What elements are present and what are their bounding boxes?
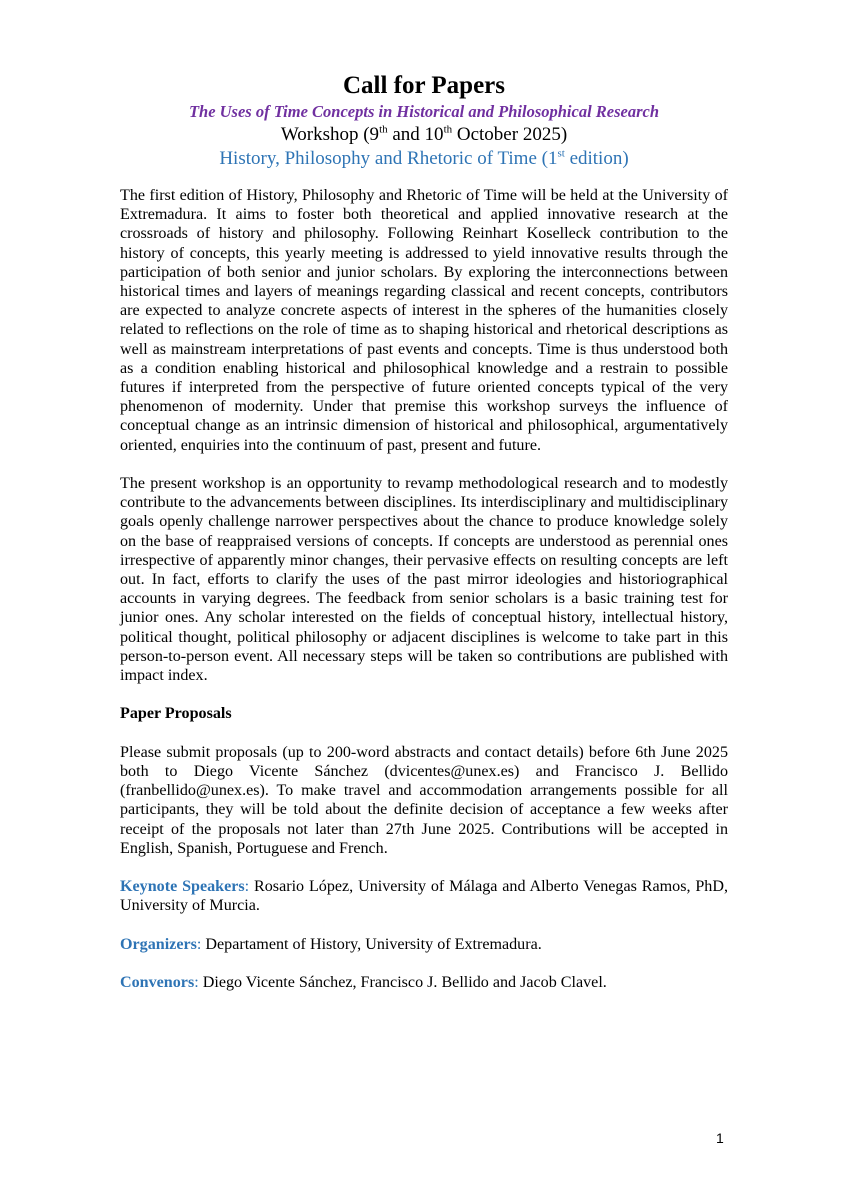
proposals-paragraph: Please submit proposals (up to 200-word abstracts and contact details) before 6th June 2025 both to Diego Vicente Sánchez (dvicentes@unex.es) and Francisco J. Bellido (franbellido@unex.es). To make travel and accommodation arrangements possible for all participants, they will be told about the definite decision of acceptance a few weeks after receipt of the proposals not later than 27th June 2025. Contributions will be accepted in English, Spanish, Portuguese and French. [120,743,728,857]
workshop-subtitle: The Uses of Time Concepts in Historical and Philosophical Research [188,102,660,121]
keynote-speakers [120,877,728,915]
label-colon: : [196,935,202,953]
paper-proposals-heading: Paper Proposals [120,705,232,723]
document-body [120,186,728,992]
convenors-text: Diego Vicente Sánchez, Francisco J. Bellido and Jacob Clavel. [198,974,607,992]
workshop-dates-suffix: October 2025) [452,124,568,145]
keynote-text: Rosario López, University of Málaga and Alberto Venegas Ramos, PhD, University of Murcia. [120,878,728,915]
keynote-label: Keynote Speakers [120,878,245,896]
document-header [0,71,848,171]
label-colon: : [244,878,250,896]
ordinal-suffix: st [557,147,565,160]
intro-paragraph: The first edition of History, Philosophy and Rhetoric of Time will be held at the University of Extremadura. It aims to foster both theoretical and applied innovative research at the crossroads of history and philosophy. Following Reinhart Koselleck contribution to the history of concepts, this yearly meeting is addressed to yield innovative results through the participation of both senior and junior scholars. By exploring the interconnections between historical times and layers of meanings regarding classical and recent concepts, contributors are expected to analyze concrete aspects of interest in the spheres of the humanities closely related to reflections on the role of time as to shaping historical and rhetorical descriptions as well as mainstream interpretations of past events and concepts. Time is thus understood both as a condition enabling historical and philosophical knowledge and a restrain to possible futures if interpreted from the perspective of future oriented concepts typical of the very phenomenon of modernity. Under that premise this workshop surveys the influence of conceptual change as an intrinsic dimension of historical and philosophical, argumentatively oriented, enquiries into the continuum of past, present and future. [120,187,728,454]
workshop-dates-prefix: Workshop (9 [280,124,380,145]
ordinal-suffix: th [443,123,453,136]
edition-prefix: History, Philosophy and Rhetoric of Time (1 [219,148,558,169]
edition-suffix: edition) [564,148,629,169]
convenors [120,973,728,992]
label-colon: : [194,974,199,992]
convenors-label: Convenors [120,974,195,992]
scope-paragraph: The present workshop is an opportunity to revamp methodological research and to modestly contribute to the advancements between disciplines. Its interdisciplinary and multidisciplinary goals openly challenge narrower perspectives about the chance to produce knowledge solely on the base of reappraised versions of concepts. If concepts are understood as perennial ones irrespective of apparently minor changes, their pervasive effects on resulting concepts are left out. In fact, efforts to clarify the uses of the past mirror ideologies and historiographical accounts in varying degrees. The feedback from senior scholars is a basic training test for junior ones. Any scholar interested on the fields of conceptual history, intellectual history, political thought, political philosophy or adjacent disciplines is welcome to take part in this person-to-person event. All necessary steps will be taken so contributions are published with impact index. [120,475,728,685]
page-number: 1 [716,1130,724,1146]
organizers-label: Organizers [120,935,197,953]
organizers-text: Departament of History, University of Extremadura. [201,935,542,953]
page-title: Call for Papers [342,72,505,99]
workshop-dates-mid: and 10 [387,124,444,145]
organizers [120,935,728,954]
edition-line [0,147,848,171]
workshop-dates [0,123,848,147]
ordinal-suffix: th [379,123,388,136]
